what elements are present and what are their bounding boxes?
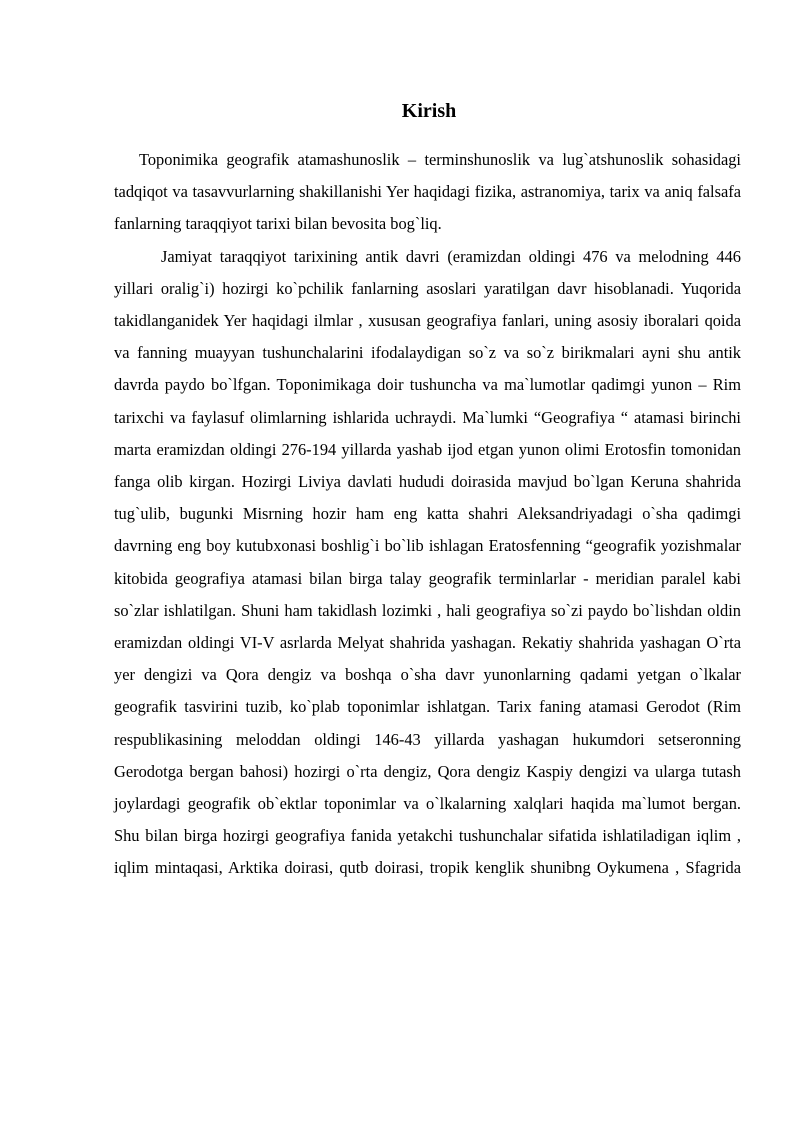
paragraph-introduction: Toponimika geografik atamashunoslik – terminshunoslik va lug`atshunoslik sohasidagi tadqiqot va tasavvurlarning shakillanishi Yer haqidagi fizika, astranomiya, tarix va aniq falsafa fanlarning taraqqiyot tarixi bilan bevosita bog`liq.	[114, 150, 741, 234]
paragraph-antiquity: Jamiyat taraqqiyot tarixining antik davri (eramizdan oldingi 476 va melodning 446 yillari oralig`i) hozirgi ko`pchilik fanlarning asoslari yaratilgan davr hisoblanadi. Yuqorida takidlanganidek Yer haqidagi ilmlar , xususan geografiya fanlari, uning asosiy iboralari qoida va fanning muayyan tushunchalarini ifodalaydigan so`z va so`z birikmalari ayni shu antik davrda paydo bo`lfgan. Toponimikaga doir tushuncha va ma`lumotlar qadimgi yunon – Rim tarixchi va faylasuf olimlarning ishlarida uchraydi. Ma`lumki “Geografiya “ atamasi birinchi marta eramizdan oldingi 276-194 yillarda yashab ijod etgan yunon olimi Erotosfin tomonidan fanga olib kirgan. Hozirgi Liviya davlati hududi doirasida mavjud bo`lgan Keruna shahrida tug`ulib, bugunki Misrning hozir ham eng katta shahri Aleksandriyadagi o`sha qadimgi davrning eng boy kutubxonasi boshlig`i bo`lib ishlagan Eratosfenning “geografik yozishmalar kitobida geografiya atamasi bilan birga talay geografik terminlarlar - meridian paralel kabi so`zlar ishlatilgan. Shuni ham takidlash lozimki , hali geografiya so`zi paydo bo`lishdan oldin eramizdan oldingi VI-V asrlarda Melyat shahrida yashagan. Rekatiy shahrida yashagan O`rta yer dengizi va Qora dengiz va boshqa o`sha davr yunonlarning qadami yetgan o`lkalar geografik tasvirini tuzib, ko`plab toponimlar ishlatgan. Tarix faning atamasi Gerodot (Rim respublikasining meloddan oldingi 146-43 yillarda yashagan hukumdori setseronning Gerodotga bergan bahosi) hozirgi o`rta dengiz, Qora dengiz Kaspiy dengizi va ularga tutash joylardagi geografik ob`ektlar toponimlar va o`lkalarning xalqlari haqida ma`lumot bergan. Shu bilan birga hozirgi geografiya fanida yetakchi tushunchalar sifatida ishlatiladigan iqlim , iqlim mintaqasi, Arktika doirasi, qutb doirasi, tropik kenglik shunibng Oykumena , Sfagrida	[114, 246, 741, 878]
document-body	[114, 144, 741, 885]
page-title: Kirish	[401, 100, 457, 122]
